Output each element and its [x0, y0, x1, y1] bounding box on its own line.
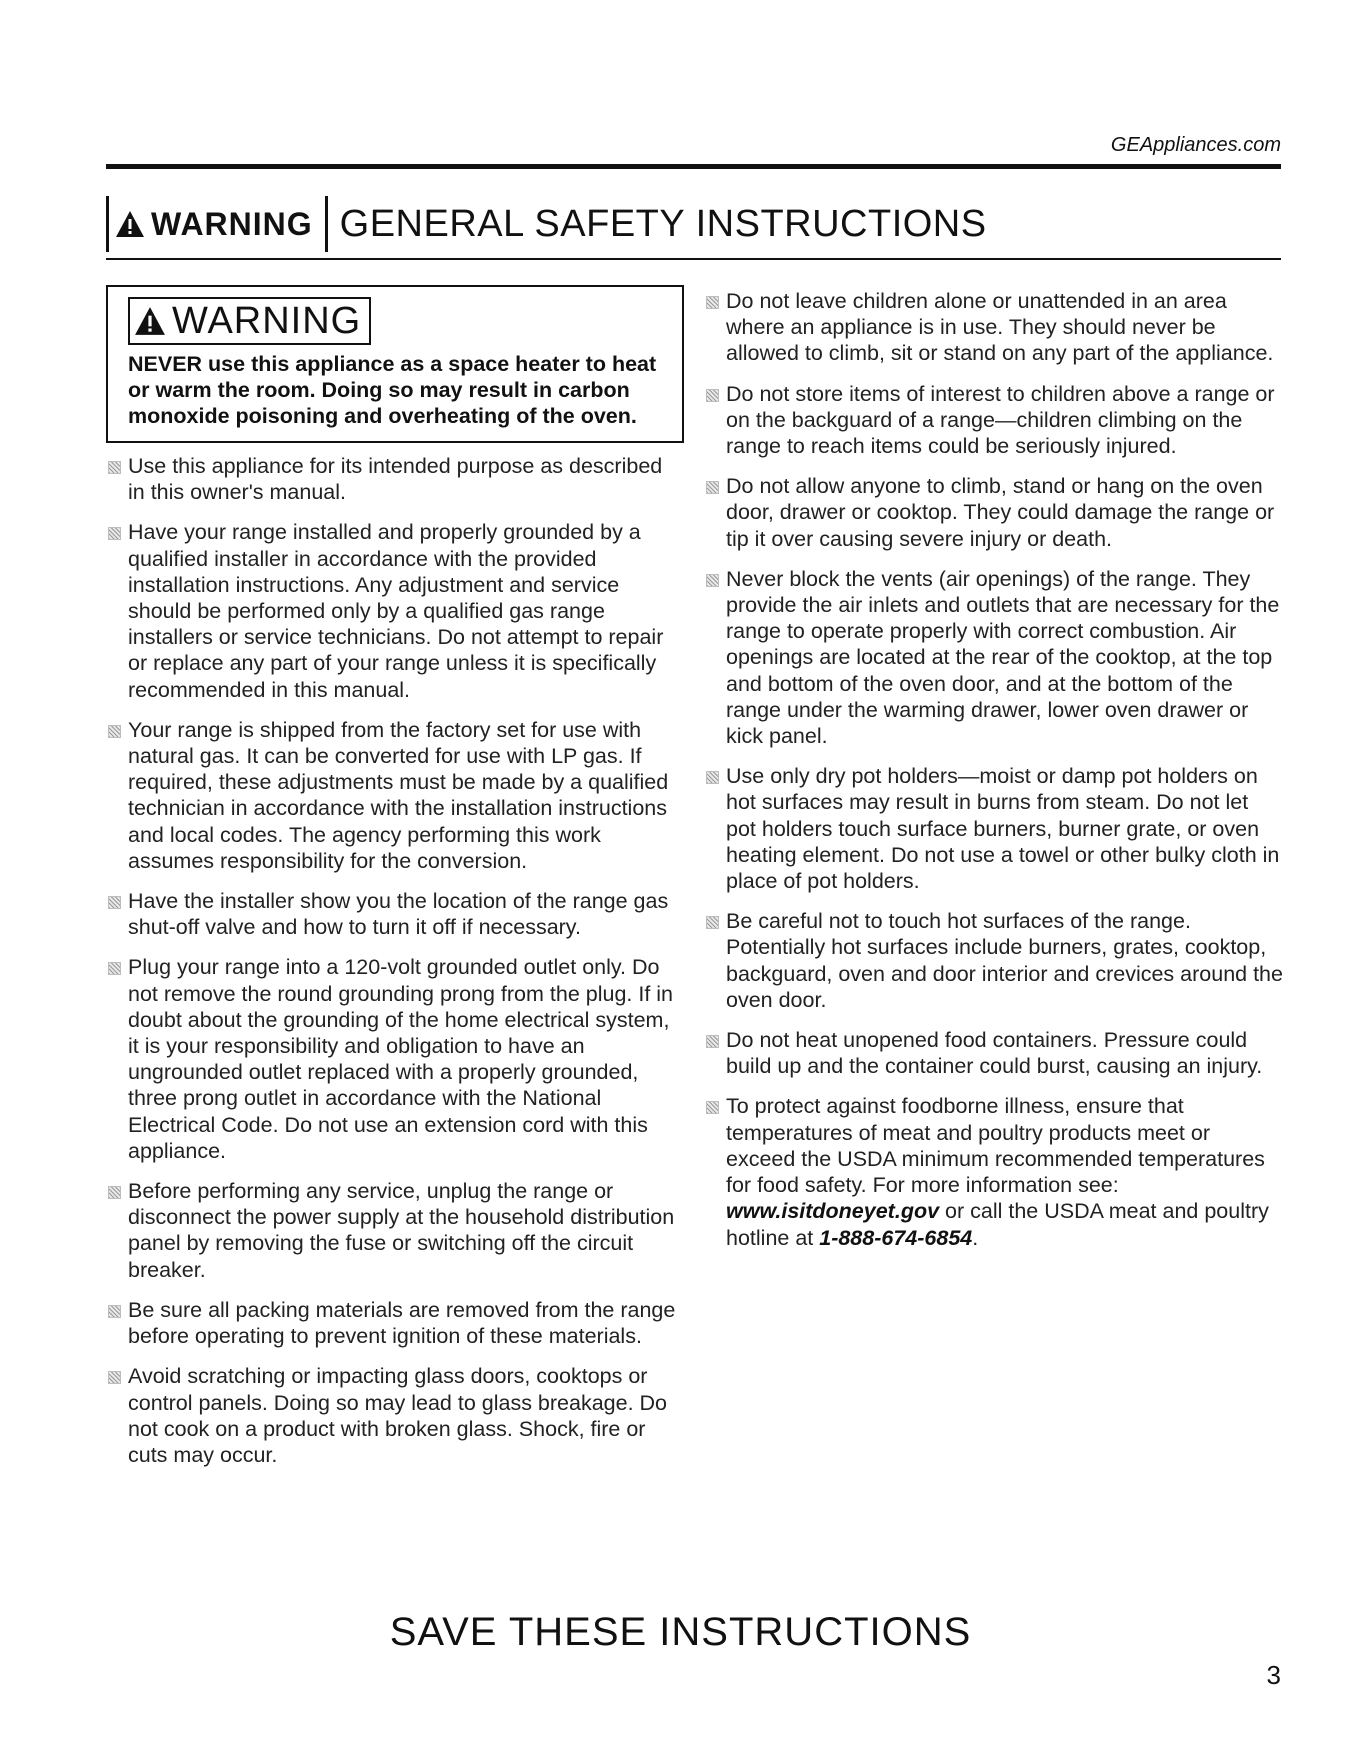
header-warning-label: WARNING [151, 205, 313, 242]
bullet-icon [706, 1101, 719, 1114]
list-item-text: Use only dry pot holders—moist or damp pot holders on hot surfaces may result in burns from steam. Do not let pot holders touch surface burners, burner grate, or oven heating element. Do not use a towel or other bulky cloth in place of pot holders. [726, 764, 1280, 894]
left-instruction-list [106, 453, 684, 1468]
usda-link[interactable]: www.isitdoneyet.gov [726, 1199, 940, 1224]
right-column [704, 288, 1284, 1265]
list-item [106, 1297, 684, 1349]
list-item-text: Your range is shipped from the factory set for use with natural gas. It can be converted for use with LP gas. If required, these adjustments must be made by a qualified technician in accordance with the installation instructions and local codes. The agency performing this work assumes responsibility for the conversion. [128, 717, 669, 873]
list-item-text: Do not store items of interest to children above a range or on the backguard of a range—children climbing on the range to reach items could be seriously injured. [726, 381, 1275, 459]
bullet-icon [108, 527, 121, 540]
header-warning-box [106, 196, 328, 252]
hotline-phone: 1-888-674-6854 [819, 1225, 973, 1250]
list-item-text: Be careful not to touch hot surfaces of the range. Potentially hot surfaces include burners, grates, cooktop, backguard, oven and door interior and crevices around the oven door. [726, 909, 1283, 1012]
list-item-text: Do not leave children alone or unattended in an area where an appliance is in use. They should never be allowed to climb, sit or stand on any part of the appliance. [726, 289, 1274, 366]
list-item-text: Have your range installed and properly grounded by a qualified installer in accordance with the provided installation instructions. Any adjustment and service should be performed only by a qualified gas range installers or service technicians. Do not attempt to repair or replace any part of your range unless it is specifically recommended in this manual. [128, 520, 664, 702]
bullet-icon [108, 1371, 121, 1384]
page-title: GENERAL SAFETY INSTRUCTIONS [339, 202, 987, 245]
list-item-text: Do not allow anyone to climb, stand or hang on the oven door, drawer or cooktop. They could damage the range or tip it over causing severe injury or death. [726, 474, 1275, 551]
panel-warning-box [128, 297, 371, 345]
list-item [704, 473, 1284, 552]
left-column [106, 285, 684, 1482]
list-item [106, 1363, 684, 1468]
bullet-icon [108, 962, 121, 975]
bullet-icon [108, 1305, 121, 1318]
list-item [704, 1027, 1284, 1079]
list-item-text: Be sure all packing materials are removed from the range before operating to prevent ignition of these materials. [128, 1297, 676, 1349]
list-item-text: Use this appliance for its intended purpose as described in this owner's manual. [128, 454, 663, 505]
list-item-text: Plug your range into a 120-volt grounded outlet only. Do not remove the round grounding prong from the plug. If in doubt about the grounding of the home electrical system, it is your responsibility and obligation to have an ungrounded outlet replaced with a properly grounded, three prong outlet in accordance with the National Electrical Code. Do not use an extension cord with this appliance. [128, 955, 674, 1163]
bullet-icon [706, 481, 719, 494]
bullet-icon [706, 1035, 719, 1048]
list-item-text: Do not heat unopened food containers. Pressure could build up and the container could burst, causing an injury. [726, 1028, 1263, 1079]
bullet-icon [706, 771, 719, 784]
list-item-text: Never block the vents (air openings) of the range. They provide the air inlets and outlets that are necessary for the range to operate properly with correct combustion. Air openings are located at the rear of the cooktop, at the top and bottom of the oven door, and at the bottom of the range under the warming drawer, lower oven drawer or kick panel. [726, 566, 1280, 749]
bullet-icon [706, 916, 719, 929]
footer-title: SAVE THESE INSTRUCTIONS [389, 1610, 972, 1654]
site-url: GEAppliances.com [1110, 134, 1281, 156]
bullet-icon [108, 461, 121, 474]
bullet-icon [108, 725, 121, 738]
bullet-icon [108, 1186, 121, 1199]
page-number: 3 [1266, 1660, 1281, 1690]
list-item [704, 566, 1284, 749]
top-divider [106, 164, 1281, 169]
list-item [704, 1093, 1284, 1250]
list-item [704, 763, 1284, 894]
bullet-icon [706, 574, 719, 587]
list-item [106, 717, 684, 874]
list-item [106, 1178, 684, 1283]
section-header [106, 196, 987, 252]
panel-warning-text: NEVER use this appliance as a space heater to heat or warm the room. Doing so may result in carbon monoxide poisoning and overheating of the oven. [128, 352, 657, 428]
list-item [106, 888, 684, 940]
bullet-icon [706, 296, 719, 309]
warning-panel [106, 285, 684, 443]
right-instruction-list [704, 288, 1284, 1079]
bullet-icon [706, 389, 719, 402]
list-item [106, 954, 684, 1164]
list-item [704, 288, 1284, 367]
warning-triangle-icon [115, 210, 145, 238]
list-item-text: Before performing any service, unplug the range or disconnect the power supply at the household distribution panel by removing the fuse or switching off the circuit breaker. [128, 1179, 675, 1282]
warning-triangle-icon [134, 306, 166, 336]
bullet-icon [108, 896, 121, 909]
list-item-text: Have the installer show you the location of the range gas shut-off valve and how to turn it off if necessary. [128, 889, 669, 940]
list-item [704, 908, 1284, 1013]
panel-warning-label: WARNING [172, 299, 362, 342]
list-item [106, 519, 684, 702]
list-item-text: To protect against foodborne illness, ensure that temperatures of meat and poultry products meet or exceed the USDA minimum recommended temperatures for food safety. For more information see: www.isitdoneyet.gov or call the USDA meat and poultry hotline at 1-888-674-6854. [726, 1094, 1269, 1250]
list-item [106, 453, 684, 505]
list-item [704, 381, 1284, 460]
list-item-text: Avoid scratching or impacting glass doors, cooktops or control panels. Doing so may lead to glass breakage. Do not cook on a product with broken glass. Shock, fire or cuts may occur. [128, 1364, 668, 1467]
header-divider [106, 258, 1281, 260]
